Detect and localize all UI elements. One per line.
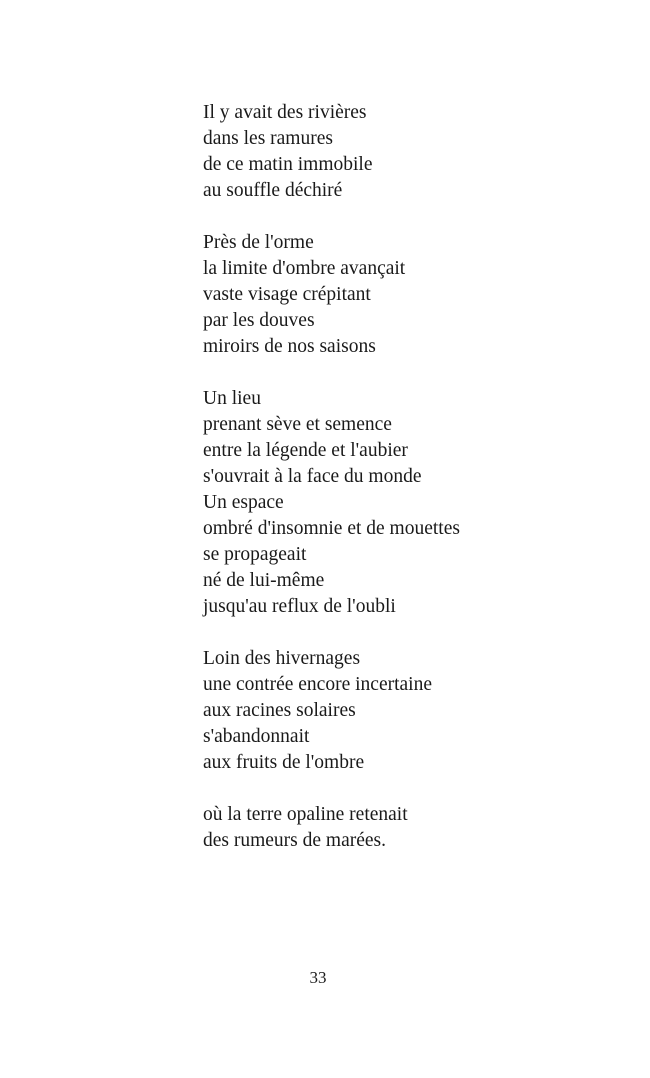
poem-line: la limite d'ombre avançait [203, 258, 406, 279]
poem-line: aux racines solaires [203, 700, 356, 721]
poem [203, 100, 460, 880]
stanza-2 [203, 230, 460, 360]
poem-line: s'abandonnait [203, 726, 310, 747]
poem-line: vaste visage crépitant [203, 284, 371, 305]
poem-line: Un lieu [203, 388, 261, 409]
stanza-4 [203, 646, 460, 776]
poem-line: prenant sève et semence [203, 414, 392, 435]
poem-line: dans les ramures [203, 128, 333, 149]
poem-line: entre la légende et l'aubier [203, 440, 408, 461]
stanza-3 [203, 386, 460, 620]
poem-line: au souffle déchiré [203, 180, 343, 201]
poem-line: aux fruits de l'ombre [203, 752, 365, 773]
poem-line: miroirs de nos saisons [203, 336, 376, 357]
poem-line: Loin des hivernages [203, 648, 361, 669]
poem-line: des rumeurs de marées. [203, 830, 387, 851]
poem-line: une contrée encore incertaine [203, 674, 432, 695]
poem-line: se propageait [203, 544, 307, 565]
poem-line: de ce matin immobile [203, 154, 373, 175]
stanza-1 [203, 100, 460, 204]
stanza-5 [203, 802, 460, 854]
poem-line: Près de l'orme [203, 232, 314, 253]
poem-line: où la terre opaline retenait [203, 804, 408, 825]
poem-line: jusqu'au reflux de l'oubli [203, 596, 396, 617]
page-number: 33 [309, 968, 327, 987]
poem-line: né de lui-même [203, 570, 325, 591]
poem-line: s'ouvrait à la face du monde [203, 466, 422, 487]
poem-line: ombré d'insomnie et de mouettes [203, 518, 460, 539]
poem-line: Un espace [203, 492, 284, 513]
poem-line: par les douves [203, 310, 315, 331]
poem-line: Il y avait des rivières [203, 102, 367, 123]
